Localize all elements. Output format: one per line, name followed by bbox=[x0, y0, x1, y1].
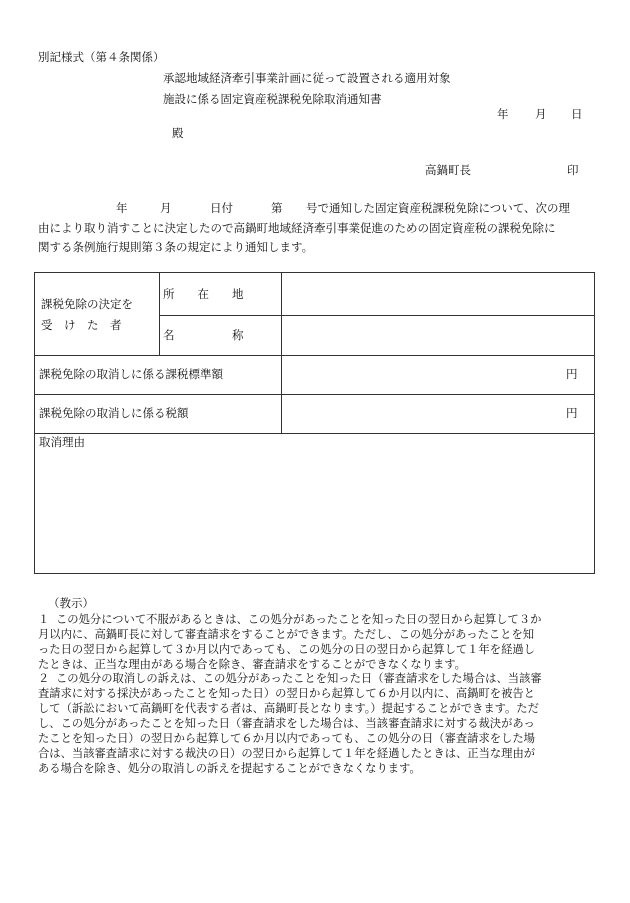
divider bbox=[35, 433, 594, 434]
date-year: 年 bbox=[497, 107, 509, 121]
addressee-suffix: 殿 bbox=[172, 126, 184, 140]
note-number: ２ bbox=[38, 672, 50, 685]
note-line: 月以内に、高鍋町長に対して審査請求をすることができます。ただし、この処分があったことを知 bbox=[38, 628, 535, 641]
note-line: し、この処分があったことを知った日（審査請求をした場合は、当該審査請求に対する裁決があっ bbox=[38, 717, 535, 730]
seal-mark: 印 bbox=[567, 163, 579, 177]
note-line: して（訴訟において高鍋町を代表する者は、高鍋町長となります。）提起することができます。ただ bbox=[38, 702, 539, 715]
note-line: った日の翌日から起算して３か月以内であっても、この処分の日の翌日から起算して１年を経過し bbox=[38, 643, 535, 656]
issuer-name: 高鍋町長 bbox=[425, 163, 471, 177]
note-line: ある場合を除き、処分の取消しの訴えを提起することができなくなります。 bbox=[38, 762, 421, 775]
standard-amount-label: 課税免除の取消しに係る課税標準額 bbox=[39, 367, 223, 381]
body-day-suffix: 日付 bbox=[210, 201, 233, 215]
note-line: 査請求に対する採決があったことを知った日）の翌日から起算して６か月以内に、高鍋町を被告と bbox=[38, 687, 535, 700]
notes-heading: （教示） bbox=[48, 596, 94, 610]
note-line: 合は、当該審査請求に対する裁決の日）の翌日から起算して１年を経過したときは、正当な理由が bbox=[38, 747, 536, 760]
note-line: たときは、正当な理由がある場合を除き、審査請求をすることができなくなります。 bbox=[38, 658, 466, 671]
location-label: 所 在 地 bbox=[163, 287, 244, 301]
reason-label: 取消理由 bbox=[39, 435, 85, 449]
note-number: １ bbox=[38, 613, 50, 626]
recipient-header-line1: 課税免除の決定を bbox=[41, 297, 133, 311]
body-year: 年 bbox=[116, 201, 128, 215]
recipient-header-line2: 受 け た 者 bbox=[41, 318, 122, 332]
body-line-2: 由により取り消すことに決定したので高鍋町地域経済牽引事業促進のための固定資産税の課税免除に bbox=[38, 221, 556, 235]
note-line: たことを知った日）の翌日から起算して６か月以内であっても、この処分の日（審査請求をした場 bbox=[38, 732, 535, 745]
body-month: 月 bbox=[160, 201, 172, 215]
document-title-line1: 承認地域経済牽引事業計画に従って設置される適用対象 bbox=[163, 71, 451, 85]
tax-amount-yen: 円 bbox=[566, 406, 578, 420]
divider bbox=[159, 273, 160, 355]
body-line-3: 関する条例施行規則第３条の規定により通知します。 bbox=[38, 240, 314, 254]
body-line-1-text: 号で通知した固定資産税課税免除について、次の理 bbox=[306, 201, 571, 215]
note-line: この処分について不服があるときは、この処分があったことを知った日の翌日から起算して３か bbox=[56, 613, 542, 626]
document-title-line2: 施設に係る固定資産税課税免除取消通知書 bbox=[163, 92, 382, 106]
divider bbox=[35, 355, 594, 356]
divider bbox=[281, 273, 282, 433]
divider bbox=[159, 315, 595, 316]
date-month: 月 bbox=[535, 107, 547, 121]
form-label: 別記様式（第４条関係） bbox=[38, 50, 165, 64]
divider bbox=[35, 394, 594, 395]
note-line: この処分の取消しの訴えは、この処分があったことを知った日（審査請求をした場合は、当該審 bbox=[56, 672, 542, 685]
name-label: 名 称 bbox=[163, 328, 244, 342]
standard-amount-yen: 円 bbox=[566, 367, 578, 381]
body-number-prefix: 第 bbox=[271, 201, 283, 215]
tax-amount-label: 課税免除の取消しに係る税額 bbox=[39, 406, 189, 420]
form-table bbox=[34, 272, 595, 574]
date-day: 日 bbox=[571, 107, 583, 121]
